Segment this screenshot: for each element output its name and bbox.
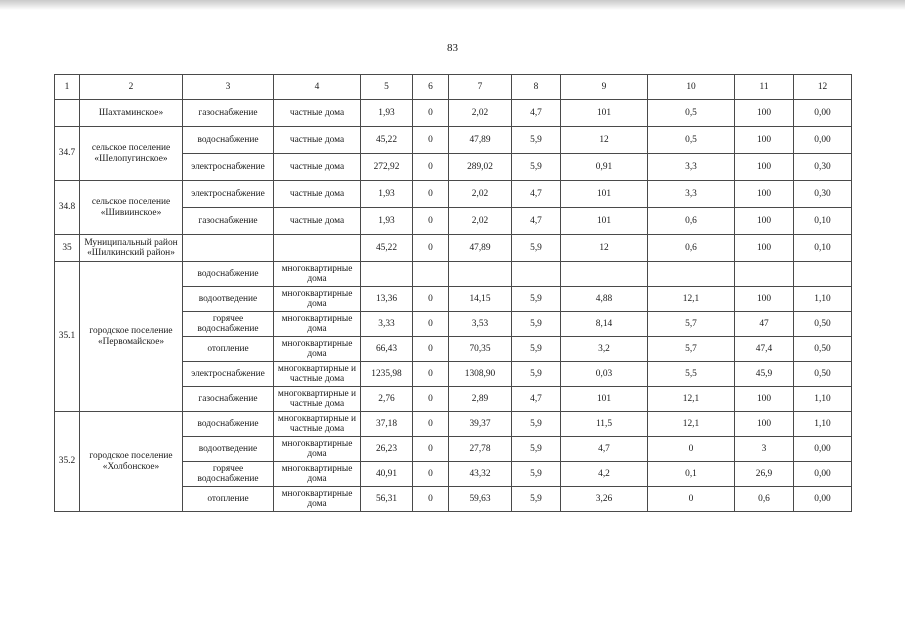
data-cell: 3	[735, 437, 794, 462]
data-cell: 2,89	[449, 387, 512, 412]
data-cell: 5,9	[512, 437, 561, 462]
data-cell: 0,30	[794, 154, 852, 181]
settlement-name-cell: городское поселение «Первомайское»	[80, 262, 183, 412]
data-cell: 2,02	[449, 100, 512, 127]
data-cell: 0	[413, 437, 449, 462]
data-cell: 3,3	[648, 154, 735, 181]
data-cell: 5,5	[648, 362, 735, 387]
data-cell: 0,03	[561, 362, 648, 387]
row-number-cell	[55, 100, 80, 127]
data-cell: 1,93	[361, 208, 413, 235]
data-cell: 101	[561, 387, 648, 412]
data-cell: 40,91	[361, 462, 413, 487]
data-cell: многоквартирные дома	[274, 312, 361, 337]
data-cell: 0	[413, 487, 449, 512]
row-number-cell: 35	[55, 235, 80, 262]
data-cell: 0	[413, 387, 449, 412]
column-header: 12	[794, 75, 852, 100]
data-cell: 101	[561, 181, 648, 208]
data-cell: электроснабжение	[183, 154, 274, 181]
data-cell: 0,10	[794, 235, 852, 262]
data-cell: водоснабжение	[183, 262, 274, 287]
data-cell: 1,93	[361, 181, 413, 208]
settlement-name-cell: сельское поселение «Шелопугинское»	[80, 127, 183, 181]
data-cell: 47,89	[449, 127, 512, 154]
data-cell: 0,10	[794, 208, 852, 235]
data-cell: газоснабжение	[183, 208, 274, 235]
column-header: 5	[361, 75, 413, 100]
table-row	[55, 127, 852, 154]
data-cell	[794, 262, 852, 287]
data-cell: 1,10	[794, 387, 852, 412]
data-cell	[648, 262, 735, 287]
data-cell: 272,92	[361, 154, 413, 181]
data-cell: 0,00	[794, 100, 852, 127]
data-cell: многоквартирные дома	[274, 437, 361, 462]
data-cell: 4,7	[512, 181, 561, 208]
data-cell: 289,02	[449, 154, 512, 181]
data-cell: 5,9	[512, 362, 561, 387]
data-cell: 0	[413, 127, 449, 154]
data-table	[54, 74, 852, 512]
data-cell: 12	[561, 235, 648, 262]
data-cell: 3,33	[361, 312, 413, 337]
data-cell: 5,7	[648, 312, 735, 337]
data-cell: 4,7	[512, 100, 561, 127]
data-cell: 0,00	[794, 487, 852, 512]
data-cell	[512, 262, 561, 287]
data-cell: водоснабжение	[183, 412, 274, 437]
data-cell: 1,10	[794, 412, 852, 437]
data-cell: горячее водоснабжение	[183, 312, 274, 337]
data-cell: 0,30	[794, 181, 852, 208]
column-header: 9	[561, 75, 648, 100]
data-cell	[735, 262, 794, 287]
settlement-name-cell: Муниципальный район «Шилкинский район»	[80, 235, 183, 262]
data-cell: 5,9	[512, 312, 561, 337]
data-cell: 5,9	[512, 287, 561, 312]
data-cell: 100	[735, 100, 794, 127]
data-cell: многоквартирные дома	[274, 462, 361, 487]
settlement-name-cell: сельское поселение «Шивиинское»	[80, 181, 183, 235]
data-cell: многоквартирные и частные дома	[274, 412, 361, 437]
data-cell: 4,7	[561, 437, 648, 462]
column-header: 10	[648, 75, 735, 100]
table-row	[55, 235, 852, 262]
data-cell: 45,9	[735, 362, 794, 387]
data-cell	[449, 262, 512, 287]
data-cell: 0	[413, 462, 449, 487]
data-cell: частные дома	[274, 208, 361, 235]
row-number-cell: 35.2	[55, 412, 80, 512]
data-cell: 1,93	[361, 100, 413, 127]
data-cell: 5,9	[512, 462, 561, 487]
data-cell	[274, 235, 361, 262]
data-cell: 0	[413, 154, 449, 181]
data-cell: 4,2	[561, 462, 648, 487]
column-header: 2	[80, 75, 183, 100]
data-cell: газоснабжение	[183, 100, 274, 127]
data-cell: 8,14	[561, 312, 648, 337]
data-cell: 5,9	[512, 487, 561, 512]
data-cell: 0	[413, 337, 449, 362]
data-cell: 0	[413, 312, 449, 337]
column-header: 7	[449, 75, 512, 100]
column-header: 4	[274, 75, 361, 100]
data-cell: частные дома	[274, 100, 361, 127]
data-cell: 1308,90	[449, 362, 512, 387]
data-cell: 43,32	[449, 462, 512, 487]
data-cell: 0,50	[794, 312, 852, 337]
data-cell: частные дома	[274, 127, 361, 154]
data-cell: 12,1	[648, 412, 735, 437]
data-cell: многоквартирные дома	[274, 487, 361, 512]
data-cell: водоотведение	[183, 437, 274, 462]
data-cell: 45,22	[361, 235, 413, 262]
data-cell: 47,4	[735, 337, 794, 362]
data-cell: 0,00	[794, 127, 852, 154]
settlement-name-cell: городское поселение «Холбонское»	[80, 412, 183, 512]
data-cell: 0,5	[648, 127, 735, 154]
data-cell: 0,6	[648, 208, 735, 235]
data-cell: 0	[413, 181, 449, 208]
data-cell: 0	[413, 287, 449, 312]
column-header: 3	[183, 75, 274, 100]
column-header: 1	[55, 75, 80, 100]
data-cell: 0,5	[648, 100, 735, 127]
column-header: 8	[512, 75, 561, 100]
data-cell: 66,43	[361, 337, 413, 362]
page-number: 83	[447, 42, 458, 54]
data-cell: частные дома	[274, 154, 361, 181]
data-cell: 5,9	[512, 337, 561, 362]
table-row	[55, 181, 852, 208]
data-cell: 101	[561, 208, 648, 235]
data-cell: отопление	[183, 337, 274, 362]
data-cell: 0	[648, 487, 735, 512]
data-cell: электроснабжение	[183, 181, 274, 208]
data-cell	[183, 235, 274, 262]
data-cell: 37,18	[361, 412, 413, 437]
data-cell: 3,3	[648, 181, 735, 208]
data-cell: 5,7	[648, 337, 735, 362]
data-cell: 0,50	[794, 337, 852, 362]
data-cell: 45,22	[361, 127, 413, 154]
data-cell: многоквартирные дома	[274, 337, 361, 362]
data-cell: 0	[413, 362, 449, 387]
data-cell	[561, 262, 648, 287]
data-cell: 0,91	[561, 154, 648, 181]
data-cell: 0,00	[794, 437, 852, 462]
data-cell: 0,50	[794, 362, 852, 387]
data-cell: частные дома	[274, 181, 361, 208]
data-cell: 2,76	[361, 387, 413, 412]
data-cell: 4,7	[512, 387, 561, 412]
data-cell: 0	[648, 437, 735, 462]
table-row	[55, 412, 852, 437]
data-cell: 27,78	[449, 437, 512, 462]
data-cell: 5,9	[512, 127, 561, 154]
data-cell: горячее водоснабжение	[183, 462, 274, 487]
data-cell: 0,6	[735, 487, 794, 512]
data-cell: 5,9	[512, 235, 561, 262]
data-cell: 3,2	[561, 337, 648, 362]
data-cell: 100	[735, 235, 794, 262]
column-header: 6	[413, 75, 449, 100]
data-cell: 0,1	[648, 462, 735, 487]
column-header: 11	[735, 75, 794, 100]
data-cell: 100	[735, 287, 794, 312]
data-cell: 100	[735, 208, 794, 235]
row-number-cell: 35.1	[55, 262, 80, 412]
data-cell: газоснабжение	[183, 387, 274, 412]
data-cell: 47,89	[449, 235, 512, 262]
data-cell: 2,02	[449, 181, 512, 208]
data-cell: 100	[735, 181, 794, 208]
data-cell: 0	[413, 100, 449, 127]
data-cell: 4,88	[561, 287, 648, 312]
data-cell: 0	[413, 208, 449, 235]
data-cell: 101	[561, 100, 648, 127]
data-cell: 5,9	[512, 412, 561, 437]
data-cell: 70,35	[449, 337, 512, 362]
data-cell: 3,53	[449, 312, 512, 337]
data-cell: 1235,98	[361, 362, 413, 387]
data-cell: водоснабжение	[183, 127, 274, 154]
data-cell: 26,9	[735, 462, 794, 487]
data-cell: 0	[413, 412, 449, 437]
data-cell: 13,36	[361, 287, 413, 312]
data-cell: 1,10	[794, 287, 852, 312]
data-cell: 100	[735, 387, 794, 412]
data-cell: 26,23	[361, 437, 413, 462]
data-cell: 4,7	[512, 208, 561, 235]
data-cell: 11,5	[561, 412, 648, 437]
data-cell: 100	[735, 154, 794, 181]
data-cell: отопление	[183, 487, 274, 512]
data-cell: 0,6	[648, 235, 735, 262]
row-number-cell: 34.8	[55, 181, 80, 235]
data-cell: электроснабжение	[183, 362, 274, 387]
scan-top-shadow	[0, 0, 905, 10]
data-cell: 3,26	[561, 487, 648, 512]
settlement-name-cell: Шахтаминское»	[80, 100, 183, 127]
data-cell: 59,63	[449, 487, 512, 512]
data-cell: 12,1	[648, 387, 735, 412]
table-row	[55, 262, 852, 287]
table-row	[55, 100, 852, 127]
data-cell: 100	[735, 127, 794, 154]
data-cell: 100	[735, 412, 794, 437]
data-cell: 12	[561, 127, 648, 154]
data-cell: многоквартирные и частные дома	[274, 387, 361, 412]
data-cell: 0,00	[794, 462, 852, 487]
data-cell: 2,02	[449, 208, 512, 235]
data-cell	[361, 262, 413, 287]
data-cell	[413, 262, 449, 287]
data-cell: многоквартирные дома	[274, 287, 361, 312]
data-cell: 5,9	[512, 154, 561, 181]
data-cell: водоотведение	[183, 287, 274, 312]
header-row	[55, 75, 852, 100]
data-cell: 47	[735, 312, 794, 337]
data-cell: 14,15	[449, 287, 512, 312]
row-number-cell: 34.7	[55, 127, 80, 181]
data-cell: 0	[413, 235, 449, 262]
data-cell: 39,37	[449, 412, 512, 437]
data-cell: многоквартирные и частные дома	[274, 362, 361, 387]
data-cell: многоквартирные дома	[274, 262, 361, 287]
data-cell: 56,31	[361, 487, 413, 512]
data-cell: 12,1	[648, 287, 735, 312]
